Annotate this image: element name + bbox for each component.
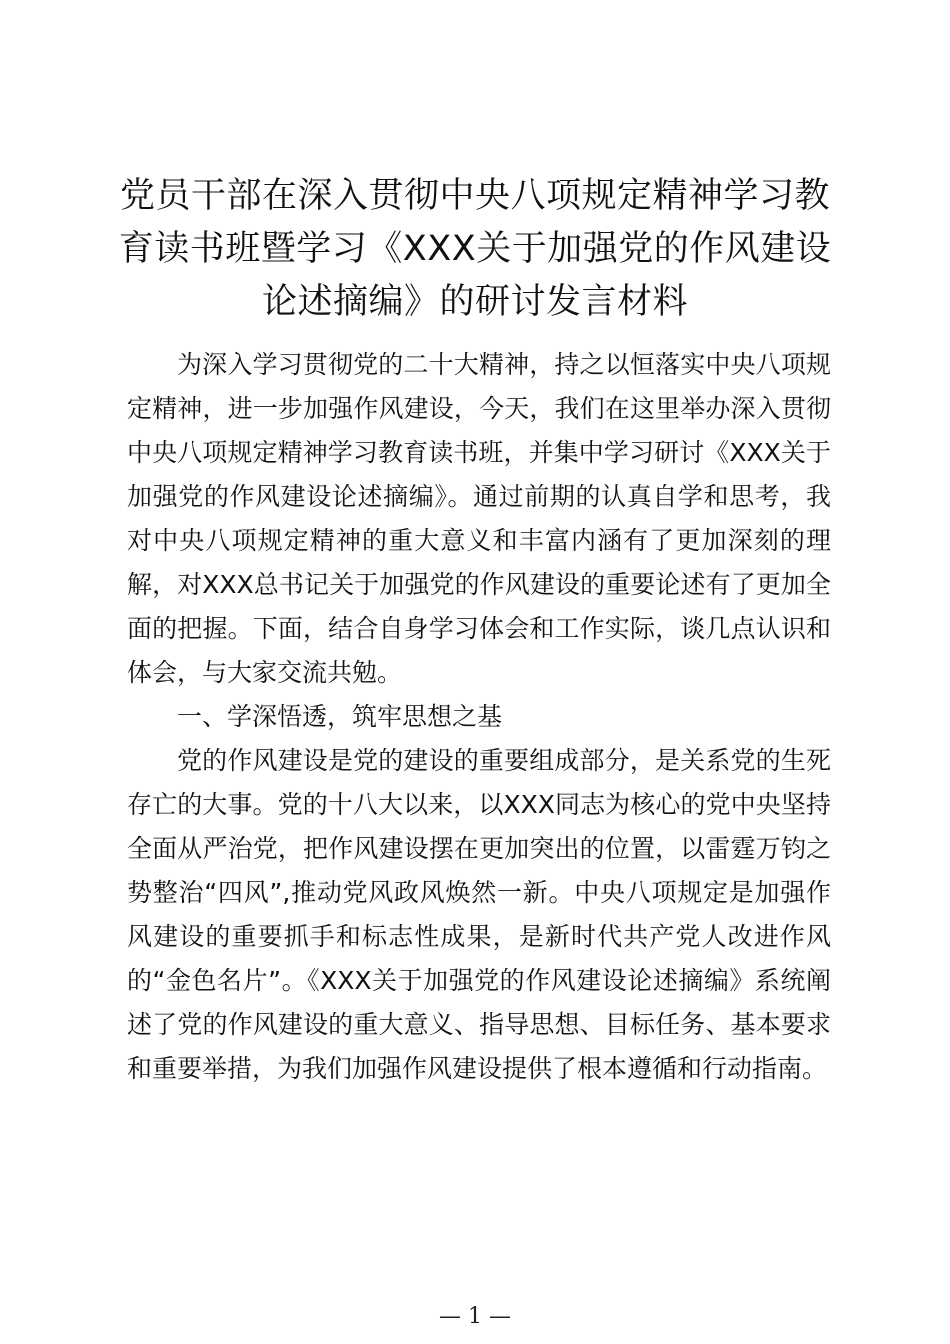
document-title: 党员干部在深入贯彻中央八项规定精神学习教育读书班暨学习《XXX关于加强党的作风建设论述摘编》的研讨发言材料 — [118, 176, 832, 322]
intro-paragraph: 为深入学习贯彻党的二十大精神，持之以恒落实中央八项规定精神，进一步加强作风建设，今天，我们在这里举办深入贯彻中央八项规定精神学习教育读书班，并集中学习研讨《XXX关于加强党的作风建设论述摘编》。通过前期的认真自学和思考，我对中央八项规定精神的重大意义和丰富内涵有了更加深刻的理解，对XXX总书记关于加强党的作风建设的重要论述有了更加全面的把握。下面，结合自身学习体会和工作实际，谈几点认识和体会，与大家交流共勉。 — [127, 350, 831, 687]
page-number: — 1 — — [439, 1304, 511, 1329]
section-heading: 一、学深悟透，筑牢思想之基 — [177, 702, 503, 731]
document-body — [127, 343, 831, 1091]
section-paragraph: 党的作风建设是党的建设的重要组成部分，是关系党的生死存亡的大事。党的十八大以来，以XXX同志为核心的党中央坚持全面从严治党，把作风建设摆在更加突出的位置，以雷霆万钧之势整治“四风”,推动党风政风焕然一新。中央八项规定是加强作风建设的重要抓手和标志性成果，是新时代共产党人改进作风的“金色名片”。《XXX关于加强党的作风建设论述摘编》系统阐述了党的作风建设的重大意义、指导思想、目标任务、基本要求和重要举措，为我们加强作风建设提供了根本遵循和行动指南。 — [127, 746, 831, 1083]
